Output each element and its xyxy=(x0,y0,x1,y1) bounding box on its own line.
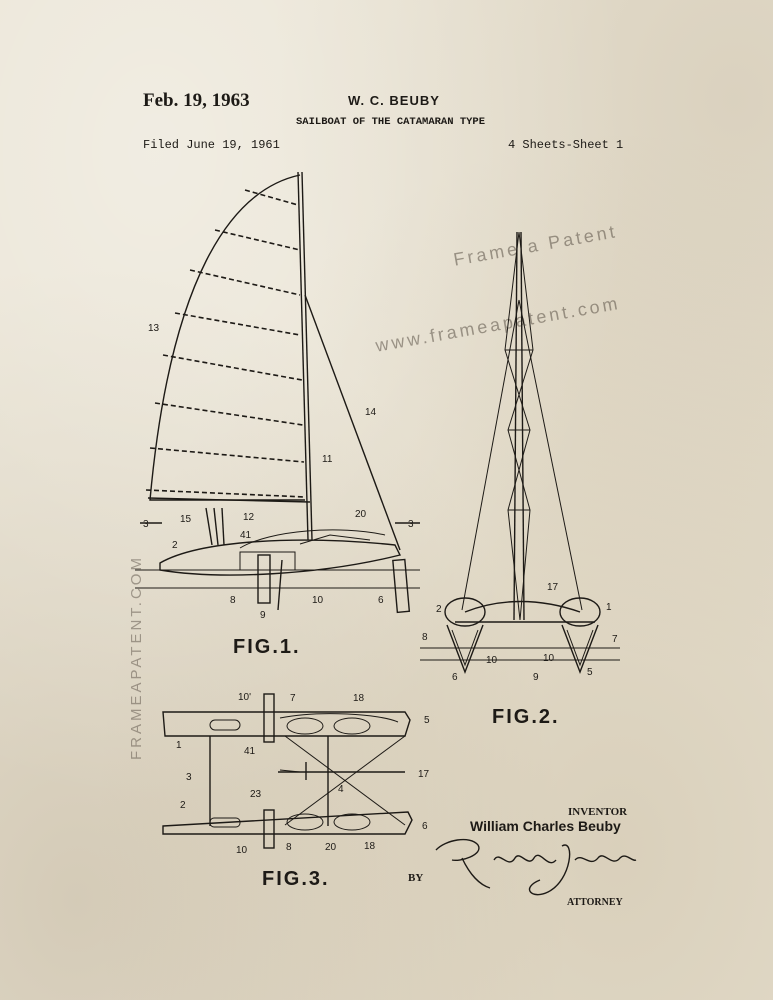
fig3-label: FIG.3. xyxy=(262,868,330,890)
label-10-left: 10 xyxy=(486,655,498,666)
by-label: BY xyxy=(408,872,424,884)
label-1: 1 xyxy=(606,602,612,613)
filed-date: Filed June 19, 1961 xyxy=(143,138,280,152)
fig1-label: FIG.1. xyxy=(233,636,301,658)
fig2-label: FIG.2. xyxy=(492,706,560,728)
label-8: 8 xyxy=(422,632,428,643)
label-1: 1 xyxy=(176,740,182,751)
label-6: 6 xyxy=(422,821,428,832)
attorney-label: ATTORNEY xyxy=(567,897,623,908)
label-10-prime: 10' xyxy=(238,692,252,703)
fig1-forestay xyxy=(305,295,400,550)
fig2-crossbeam xyxy=(465,602,580,613)
label-20: 20 xyxy=(355,509,367,520)
sheet-count: 4 Sheets-Sheet 1 xyxy=(508,138,624,152)
watermark-name: Frame a Patent xyxy=(452,221,620,270)
label-10: 10 xyxy=(312,595,324,606)
label-18-bottom: 18 xyxy=(364,841,376,852)
inventor-name: William Charles Beuby xyxy=(470,818,621,834)
label-2: 2 xyxy=(436,604,442,615)
label-8: 8 xyxy=(230,595,236,606)
label-20: 20 xyxy=(325,842,337,853)
label-6: 6 xyxy=(378,595,384,606)
fig2-mast xyxy=(514,232,517,620)
watermark-side: FRAMEAPATENT.COM xyxy=(128,555,145,760)
label-6: 6 xyxy=(452,672,458,683)
label-7: 7 xyxy=(290,693,296,704)
watermark-url: www.frameapatent.com xyxy=(374,292,622,356)
patent-date: Feb. 19, 1963 xyxy=(143,90,250,111)
label-7: 7 xyxy=(612,634,618,645)
label-14: 14 xyxy=(365,407,377,418)
label-11: 11 xyxy=(322,454,333,465)
label-23: 23 xyxy=(250,789,262,800)
label-15: 15 xyxy=(180,514,192,525)
inventor-header: W. C. BEUBY xyxy=(348,93,440,108)
patent-title: SAILBOAT OF THE CATAMARAN TYPE xyxy=(296,116,486,128)
label-2: 2 xyxy=(180,800,186,811)
fig1-sail xyxy=(150,175,305,500)
label-17: 17 xyxy=(547,582,559,593)
label-41: 41 xyxy=(240,530,252,541)
fig1-drawing xyxy=(135,172,420,621)
label-9: 9 xyxy=(533,672,539,683)
label-3-right: 3 xyxy=(408,519,414,530)
label-17: 17 xyxy=(418,769,430,780)
label-8: 8 xyxy=(286,842,292,853)
label-4: 4 xyxy=(338,784,344,795)
label-3-left: 3 xyxy=(143,519,149,530)
inventor-label: INVENTOR xyxy=(568,806,628,818)
label-13: 13 xyxy=(148,323,160,334)
label-10-right: 10 xyxy=(543,653,555,664)
fig3-drawing xyxy=(163,692,430,856)
label-12: 12 xyxy=(243,512,255,523)
label-9: 9 xyxy=(260,610,266,621)
label-41: 41 xyxy=(244,746,256,757)
label-5: 5 xyxy=(587,667,593,678)
label-2: 2 xyxy=(172,540,178,551)
label-18-top: 18 xyxy=(353,693,365,704)
attorney-signature xyxy=(436,840,636,895)
label-5: 5 xyxy=(424,715,430,726)
fig2-drawing xyxy=(420,232,620,683)
label-3: 3 xyxy=(186,772,192,783)
label-10: 10 xyxy=(236,845,248,856)
